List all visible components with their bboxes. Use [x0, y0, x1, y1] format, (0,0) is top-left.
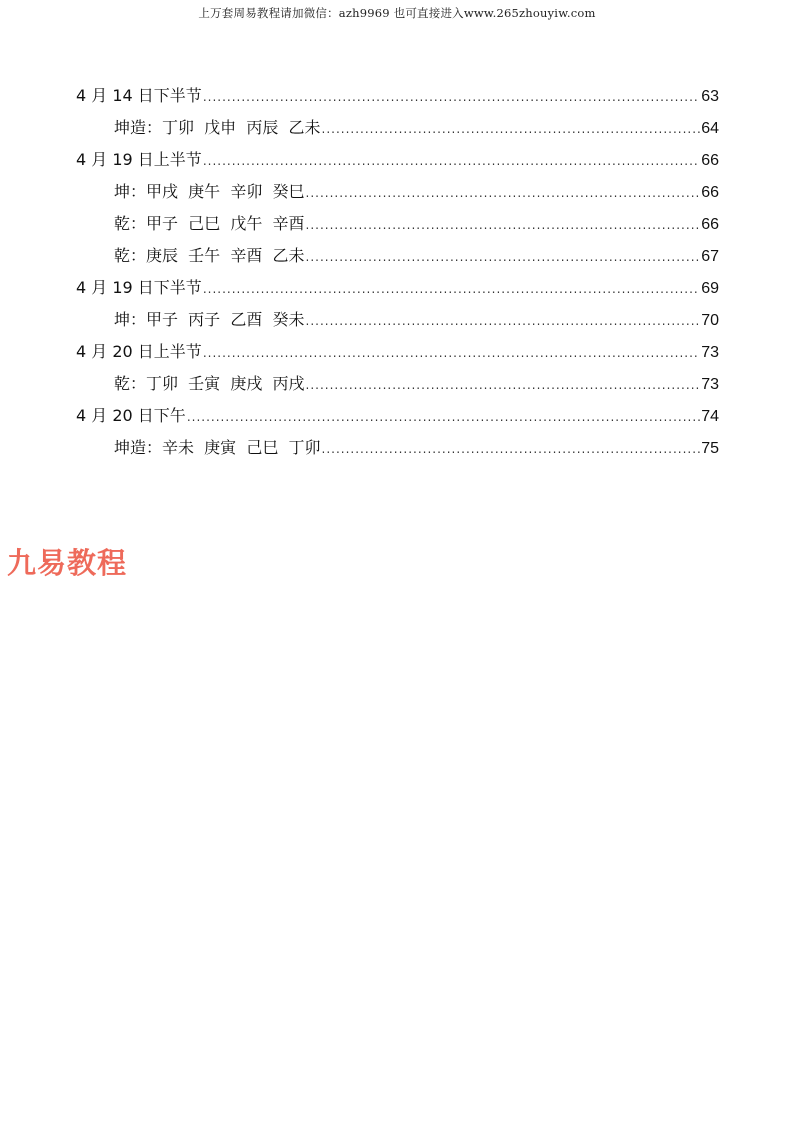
toc-entry-page: 73 — [701, 376, 719, 393]
toc-leader-dots — [203, 276, 700, 302]
toc-leader-dots — [306, 244, 701, 270]
toc-entry[interactable] — [76, 339, 719, 371]
toc-entry-page: 70 — [701, 312, 719, 329]
toc-entry[interactable] — [76, 115, 719, 147]
toc-entry-page: 75 — [701, 440, 719, 457]
toc-leader-dots — [187, 404, 700, 430]
toc-entry-page: 66 — [701, 216, 719, 233]
toc-leader-dots — [322, 116, 701, 142]
toc-entry[interactable] — [76, 211, 719, 243]
toc-leader-dots — [306, 308, 701, 334]
toc-entry[interactable] — [76, 435, 719, 467]
toc-entry-label: 坤：甲戌 庚午 辛卯 癸巳 — [114, 182, 305, 201]
toc-leader-dots — [306, 372, 701, 398]
toc-entry[interactable] — [76, 403, 719, 435]
toc-entry[interactable] — [76, 275, 719, 307]
toc-entry-page: 69 — [701, 280, 719, 297]
toc-leader-dots — [203, 148, 700, 174]
toc-entry-label: 乾：丁卯 壬寅 庚戌 丙戌 — [114, 374, 305, 393]
toc-entry-label: 坤：甲子 丙子 乙酉 癸未 — [114, 310, 305, 329]
toc-entry-label: 乾：甲子 己巳 戊午 辛酉 — [114, 214, 305, 233]
toc-entry-label: 4 月 20 日上半节 — [76, 342, 202, 361]
toc-entry[interactable] — [76, 307, 719, 339]
toc-entry[interactable] — [76, 83, 719, 115]
watermark-logo-text: 九易教程 — [7, 546, 128, 580]
page-header-banner: 上万套周易教程请加微信：azh9969 也可直接进入www.265zhouyiw.com — [198, 6, 596, 20]
toc-leader-dots — [203, 84, 700, 110]
toc-entry-label: 坤造：丁卯 戊申 丙辰 乙未 — [114, 118, 321, 137]
toc-entry[interactable] — [76, 371, 719, 403]
toc-entry-page: 66 — [701, 184, 719, 201]
toc-entry[interactable] — [76, 243, 719, 275]
toc-entry[interactable] — [76, 147, 719, 179]
toc-entry-page: 73 — [701, 344, 719, 361]
toc-leader-dots — [203, 340, 700, 366]
toc-entry-page: 63 — [701, 88, 719, 105]
toc-entry-label: 坤造：辛未 庚寅 己巳 丁卯 — [114, 438, 321, 457]
toc-entry-label: 4 月 14 日下半节 — [76, 86, 202, 105]
table-of-contents — [76, 83, 719, 467]
toc-entry-page: 67 — [701, 248, 719, 265]
toc-leader-dots — [306, 180, 701, 206]
toc-entry-page: 64 — [701, 120, 719, 137]
toc-leader-dots — [322, 436, 701, 462]
toc-entry-label: 4 月 19 日上半节 — [76, 150, 202, 169]
toc-entry-page: 66 — [701, 152, 719, 169]
toc-entry-page: 74 — [701, 408, 719, 425]
toc-entry-label: 4 月 19 日下半节 — [76, 278, 202, 297]
toc-leader-dots — [306, 212, 701, 238]
toc-entry-label: 乾：庚辰 壬午 辛酉 乙未 — [114, 246, 305, 265]
toc-entry-label: 4 月 20 日下午 — [76, 406, 186, 425]
toc-entry[interactable] — [76, 179, 719, 211]
